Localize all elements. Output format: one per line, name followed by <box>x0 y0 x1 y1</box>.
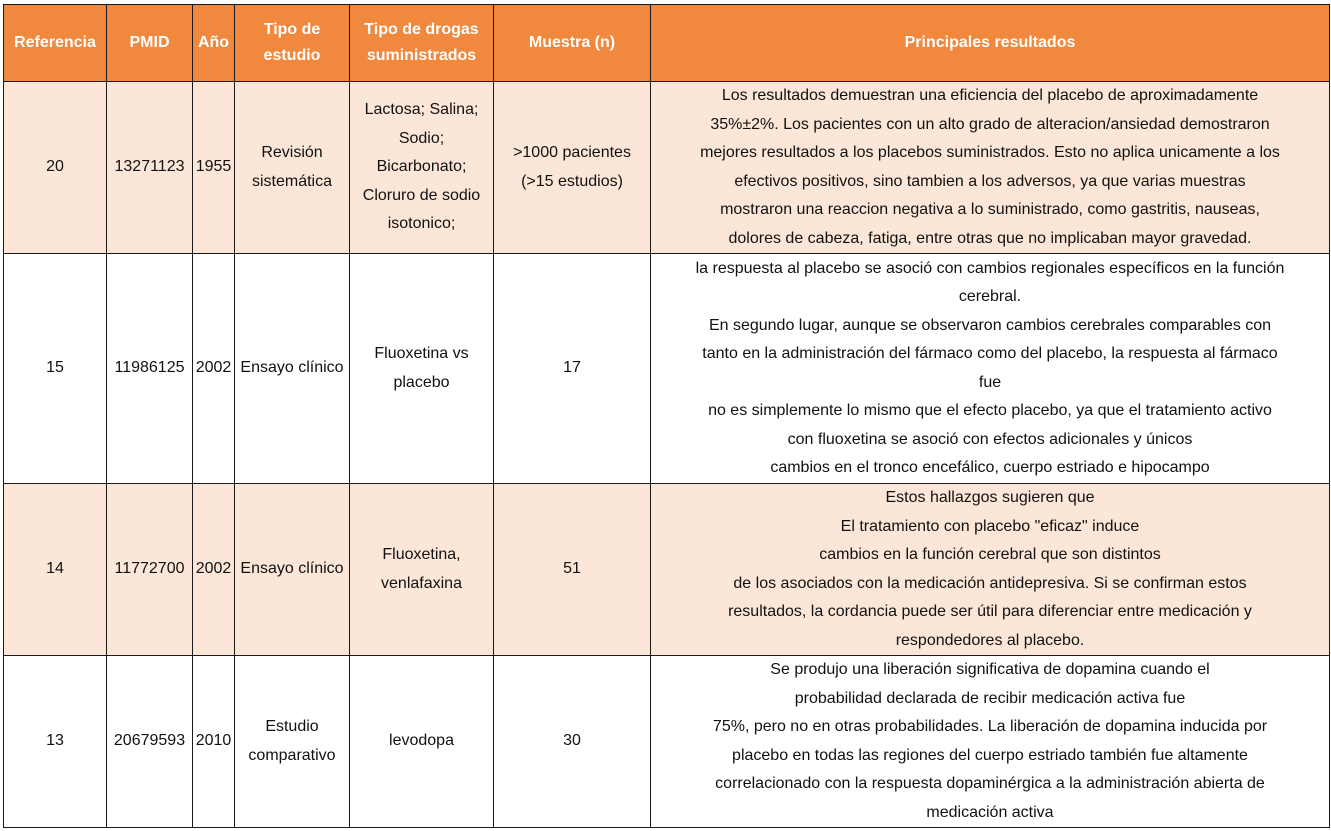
table-row <box>4 82 1330 254</box>
cell-pmid: 11986125 <box>107 254 193 484</box>
header-referencia: Referencia <box>4 5 107 82</box>
cell-referencia: 14 <box>4 484 107 656</box>
results-table <box>3 4 1330 828</box>
cell-anio: 2002 <box>193 484 235 656</box>
cell-pmid: 11772700 <box>107 484 193 656</box>
cell-muestra: 51 <box>494 484 651 656</box>
header-row <box>4 5 1330 82</box>
header-muestra: Muestra (n) <box>494 5 651 82</box>
cell-pmid: 13271123 <box>107 82 193 254</box>
cell-resultados: Los resultados demuestran una eficiencia del placebo de aproximadamente 35%±2%. Los pacientes con un alto grado de alteracion/ansiedad demostraron mejores resultados a los placebos suministrados. Esto no aplica unicamente a los efectivos positivos, sino tambien a los adversos, ya que varias muestras mostraron una reaccion negativa a lo suministrado, como gastritis, nauseas, dolores de cabeza, fatiga, entre otras que no implicaban mayor gravedad. <box>651 82 1330 254</box>
cell-resultados: la respuesta al placebo se asoció con cambios regionales específicos en la función cerebral. En segundo lugar, aunque se observaron cambios cerebrales comparables con tanto en la administración del fármaco como del placebo, la respuesta al fármaco fue no es simplemente lo mismo que el efecto placebo, ya que el tratamiento activo con fluoxetina se asoció con efectos adicionales y únicos cambios en el tronco encefálico, cuerpo estriado e hipocampo <box>651 254 1330 484</box>
cell-tipo-estudio: Estudio comparativo <box>235 656 350 828</box>
cell-tipo-estudio: Ensayo clínico <box>235 484 350 656</box>
cell-referencia: 15 <box>4 254 107 484</box>
cell-referencia: 13 <box>4 656 107 828</box>
cell-tipo-drogas: levodopa <box>350 656 494 828</box>
cell-tipo-estudio: Ensayo clínico <box>235 254 350 484</box>
header-anio: Año <box>193 5 235 82</box>
cell-muestra: 17 <box>494 254 651 484</box>
table-row <box>4 254 1330 484</box>
header-tipo-drogas: Tipo de drogas suministrados <box>350 5 494 82</box>
header-tipo-estudio: Tipo de estudio <box>235 5 350 82</box>
cell-muestra: >1000 pacientes (>15 estudios) <box>494 82 651 254</box>
cell-anio: 2010 <box>193 656 235 828</box>
cell-anio: 1955 <box>193 82 235 254</box>
cell-muestra: 30 <box>494 656 651 828</box>
table-row <box>4 484 1330 656</box>
cell-tipo-drogas: Fluoxetina vs placebo <box>350 254 494 484</box>
cell-resultados: Se produjo una liberación significativa de dopamina cuando el probabilidad declarada de recibir medicación activa fue 75%, pero no en otras probabilidades. La liberación de dopamina inducida por placebo en todas las regiones del cuerpo estriado también fue altamente correlacionado con la respuesta dopaminérgica a la administración abierta de medicación activa <box>651 656 1330 828</box>
table-row <box>4 656 1330 828</box>
cell-tipo-drogas: Fluoxetina, venlafaxina <box>350 484 494 656</box>
cell-tipo-drogas: Lactosa; Salina; Sodio; Bicarbonato; Cloruro de sodio isotonico; <box>350 82 494 254</box>
cell-pmid: 20679593 <box>107 656 193 828</box>
header-pmid: PMID <box>107 5 193 82</box>
cell-anio: 2002 <box>193 254 235 484</box>
cell-tipo-estudio: Revisión sistemática <box>235 82 350 254</box>
cell-resultados: Estos hallazgos sugieren que El tratamiento con placebo "eficaz" induce cambios en la función cerebral que son distintos de los asociados con la medicación antidepresiva. Si se confirman estos resultados, la cordancia puede ser útil para diferenciar entre medicación y respondedores al placebo. <box>651 484 1330 656</box>
cell-referencia: 20 <box>4 82 107 254</box>
header-resultados: Principales resultados <box>651 5 1330 82</box>
